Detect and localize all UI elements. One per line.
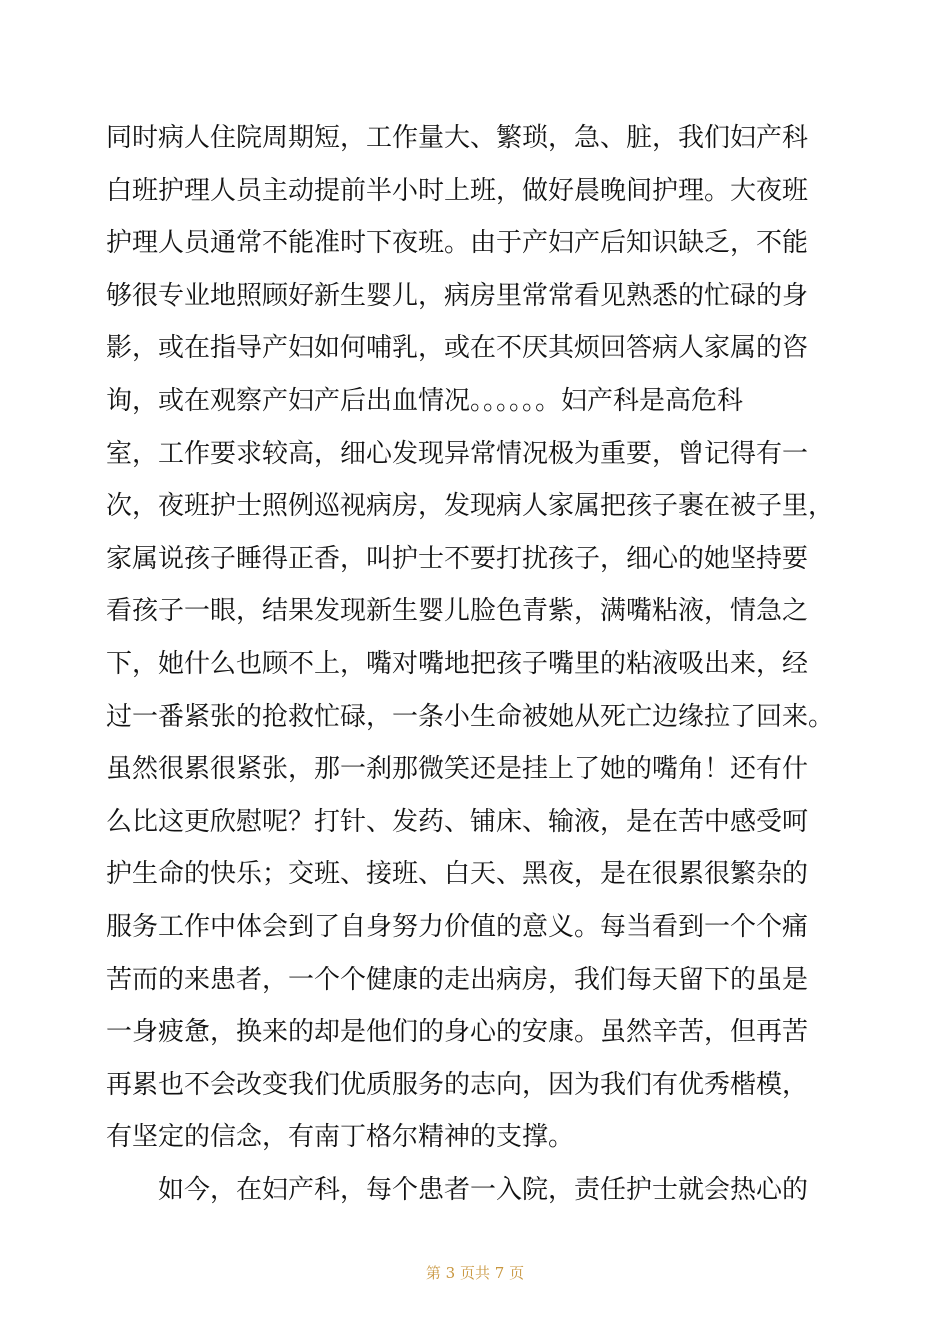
text-line: 再累也不会改变我们优质服务的志向，因为我们有优秀楷模，: [106, 1069, 809, 1100]
text-line: 看孩子一眼，结果发现新生婴儿脸色青紫，满嘴粘液，情急之: [106, 596, 809, 627]
text-line: 么比这更欣慰呢？打针、发药、铺床、输液，是在苦中感受呵: [106, 806, 809, 837]
text-line: 同时病人住院周期短，工作量大、繁琐，急、脏，我们妇产科: [106, 123, 809, 153]
paragraph-start-line: 如今，在妇产科，每个患者一入院，责任护士就会热心的: [158, 1174, 809, 1205]
text-line: 有坚定的信念，有南丁格尔精神的支撑。: [106, 1122, 575, 1153]
text-line: 够很专业地照顾好新生婴儿，病房里常常看见熟悉的忙碌的身: [106, 280, 809, 311]
text-line: 影，或在指导产妇如何哺乳，或在不厌其烦回答病人家属的咨: [106, 333, 809, 364]
text-line: 虽然很累很紧张，那一刹那微笑还是挂上了她的嘴角！还有什: [106, 754, 809, 785]
page-number-footer: 第 3 页共 7 页: [425, 1264, 525, 1282]
text-line: 苦而的来患者，一个个健康的走出病房，我们每天留下的虽是: [106, 964, 809, 995]
text-line: 白班护理人员主动提前半小时上班，做好晨晚间护理。大夜班: [106, 175, 809, 206]
text-line: 下，她什么也顾不上，嘴对嘴地把孩子嘴里的粘液吸出来，经: [106, 648, 809, 679]
text-line: 家属说孩子睡得正香，叫护士不要打扰孩子，细心的她坚持要: [106, 543, 809, 574]
text-line: 护理人员通常不能准时下夜班。由于产妇产后知识缺乏，不能: [106, 228, 809, 259]
text-line: 护生命的快乐；交班、接班、白天、黑夜，是在很累很繁杂的: [106, 859, 809, 890]
text-line: 次，夜班护士照例巡视病房，发现病人家属把孩子裹在被子里，: [106, 491, 835, 522]
text-line: 过一番紧张的抢救忙碌，一条小生命被她从死亡边缘拉了回来。: [106, 701, 835, 732]
body-text: [106, 112, 851, 1216]
text-line: 询，或在观察产妇产后出血情况。。。。。。妇产科是高危科: [106, 385, 744, 416]
text-line: 室，工作要求较高，细心发现异常情况极为重要，曾记得有一: [106, 438, 809, 469]
text-line: 服务工作中体会到了自身努力价值的意义。每当看到一个个痛: [106, 911, 809, 942]
text-line: 一身疲惫，换来的却是他们的身心的安康。虽然辛苦，但再苦: [106, 1017, 809, 1048]
